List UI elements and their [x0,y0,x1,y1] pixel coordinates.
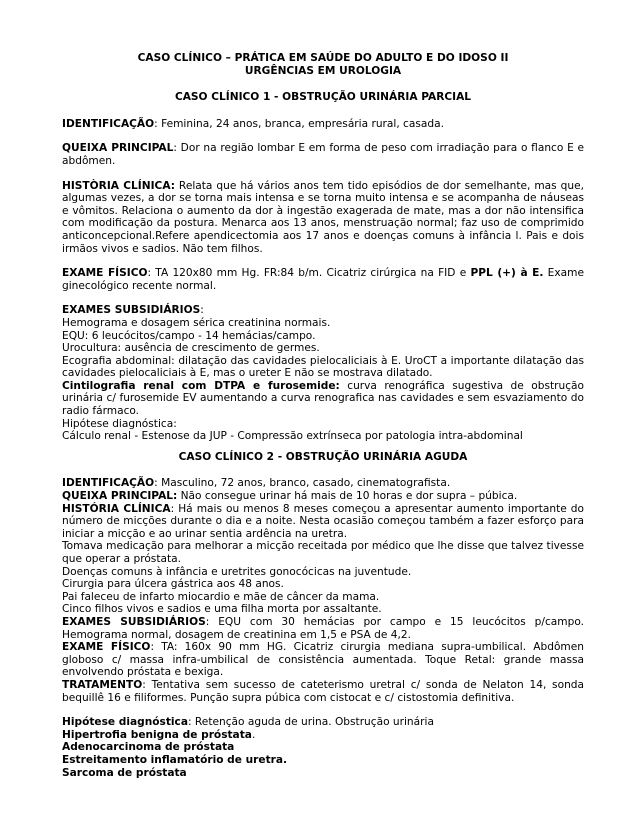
case2-history-line: Pai faleceu de infarto miocardio e mãe de câncer da mama. [62,590,380,603]
case2-hipotese-text: : Retenção aguda de urina. Obstrução urinária [187,716,434,729]
case2-identificacao [62,477,584,490]
case1-subsidiarios-heading [62,304,584,317]
case1-exame-fisico [62,267,584,292]
case2-history-line: Cinco filhos vivos e sadios e uma filha morta por assaltante. [62,603,382,616]
case1-exam-line: Urocultura: ausência de crescimento de germes. [62,342,320,355]
case2-tratamento-text: : Tentativa sem sucesso de cateterismo uretral c/ sonda de Nelaton 14, sonda bequillê 16 e filiformes. Punção supra púbica com cistocat e c/ cistostomia definitiva. [62,678,584,704]
case2-subsidiarios-label: EXAMES SUBSIDIÁRIOS [62,615,206,628]
case1-historia [62,180,584,256]
case2-diagnosis-item: Adenocarcinoma de próstata [62,741,235,754]
case1-hipotese-label: Hipótese diagnóstica: [62,417,177,430]
case2-queixa [62,490,584,503]
case1-cintilografia-text: curva renográfica sugestiva de obstrução urinária c/ furosemide EV aumentando a curva renografica nas cavidades e sem esvaziamento do radio fármaco. [62,379,584,418]
case2-hipertrofia: Hipertrofia benigna de próstata [62,728,252,741]
case1-exame-text-a: : TA 120x80 mm Hg. FR:84 b/m. Cicatriz cirúrgica na FID e [147,267,471,280]
case2-historia-label: HISTÓRIA CLÍNICA [62,502,171,515]
case1-exam-line: Hemograma e dosagem sérica creatinina normais. [62,316,331,329]
case1-subsidiarios-label: EXAMES SUBSIDIÁRIOS [62,304,201,317]
case2-exame-fisico [62,641,584,679]
case2-identificacao-label: IDENTIFICAÇÃO [62,477,155,490]
case2-hipotese-label: Hipótese diagnóstica [62,716,188,729]
case2-queixa-text: Não consegue urinar há mais de 10 horas e dor supra – púbica. [177,490,518,503]
case1-exam-line: EQU: 6 leucócitos/campo - 14 hemácias/campo. [62,329,316,342]
case2-subsidiarios [62,616,584,641]
case1-subsidiarios-colon: : [200,304,204,317]
case1-queixa-label: QUEIXA PRINCIPAL [62,142,174,155]
case2-historia-text: : Há mais ou menos 8 meses começou a apresentar aumento importante do número de micções durante o dia e a noite. Nesta ocasião começou também a fazer esforço para iniciar a micção e ao urinar sentia ardência na uretra. [62,502,585,540]
case2-diagnosis-item: Sarcoma de próstata [62,766,187,779]
case2-hipertrofia-dot: . [251,728,256,741]
case1-exame-ppl: PPL (+) à E. [470,267,544,280]
case1-queixa [62,142,584,167]
case1-identificacao-text: : Feminina, 24 anos, branca, empresária rural, casada. [154,117,444,130]
case1-exam-line: Ecografia abdominal: dilatação das cavidades pielocaliciais à E. UroCT a importante dilatação das cavidades pielocaliciais à E, mas o ureter E não se mostrava dilatado. [62,354,584,380]
case2-subsidiarios-text: : EQU com 30 hemácias por campo e 15 leucócitos p/campo. Hemograma normal, dosagem de creatinina em 1,5 e PSA de 4,2. [62,615,584,641]
case2-title: CASO CLÍNICO 2 - OBSTRUÇÃO URINÁRIA AGUDA [178,450,468,463]
case1-cintilografia-label: Cintilografia renal com DTPA e furosemide: [62,379,340,392]
document-subtitle: URGÊNCIAS EM UROLOGIA [244,64,402,77]
case2-history-line: Tomava medicação para melhorar a micção receitada por médico que lhe disse que talvez tivesse que operar a próstata. [62,540,584,565]
case1-exame-text-b: Exame ginecológico recente normal. [62,267,584,292]
case1-identificacao [62,118,584,131]
case1-cintilografia [62,380,584,418]
case1-exame-label: EXAME FÍSICO [62,267,148,280]
document-title: CASO CLÍNICO – PRÁTICA EM SAÚDE DO ADULTO E DO IDOSO II [137,52,509,64]
case1-queixa-text: : Dor na região lombar E em forma de peso com irradiação para o flanco E e abdômen. [62,142,585,167]
case2-exame-label: EXAME FÍSICO [62,641,151,654]
case2-hipotese [62,716,584,729]
case2-history-line: Cirurgia para úlcera gástrica aos 48 anos. [62,578,284,591]
case2-queixa-label: QUEIXA PRINCIPAL: [62,490,178,503]
case1-historia-text: Relata que há vários anos tem tido episódios de dor semelhante, mas que, algumas vezes, a dor se torna mais intensa e se torna muito intensa e se acompanha de náuseas e vômitos. Relaciona o aumento da dor à ingestão exagerada de mate, mas a dor não intensifica com modificação da postura. Menarca aos 13 anos, menstruação normal; faz uso de comprimido anticoncepcional.Refere apendicectomia aos 17 anos e doenças comuns à infância l. Pais e dois irmãos vivos e sadios. Não tem filhos. [62,179,584,255]
case2-history-line: Doenças comuns à infância e uretrites gonocócicas na juventude. [62,565,412,578]
case2-historia [62,503,584,541]
case2-diagnosis-item: Estreitamento inflamatório de uretra. [62,753,288,766]
case1-hipotese-text: Cálculo renal - Estenose da JUP - Compressão extrínseca por patologia intra-abdominal [62,430,523,443]
case2-tratamento-label: TRATAMENTO [62,678,143,691]
case1-title: CASO CLÍNICO 1 - OBSTRUÇÃO URINÁRIA PARCIAL [174,91,472,104]
case2-identificacao-text: : Masculino, 72 anos, branco, casado, cinematografista. [154,477,451,490]
case2-exame-text: : TA: 160x 90 mm HG. Cicatriz cirurgia mediana supra-umbilical. Abdômen globoso c/ massa infra-umbilical de consistência aumentada. Toque Retal: grande massa envolvendo próstata e bexiga. [62,641,584,679]
case1-historia-label: HISTÒRIA CLÍNICA: [62,179,175,192]
case1-identificacao-label: IDENTIFICAÇÃO [62,117,155,130]
case2-diagnosis-item [62,729,584,742]
case2-tratamento [62,679,584,704]
